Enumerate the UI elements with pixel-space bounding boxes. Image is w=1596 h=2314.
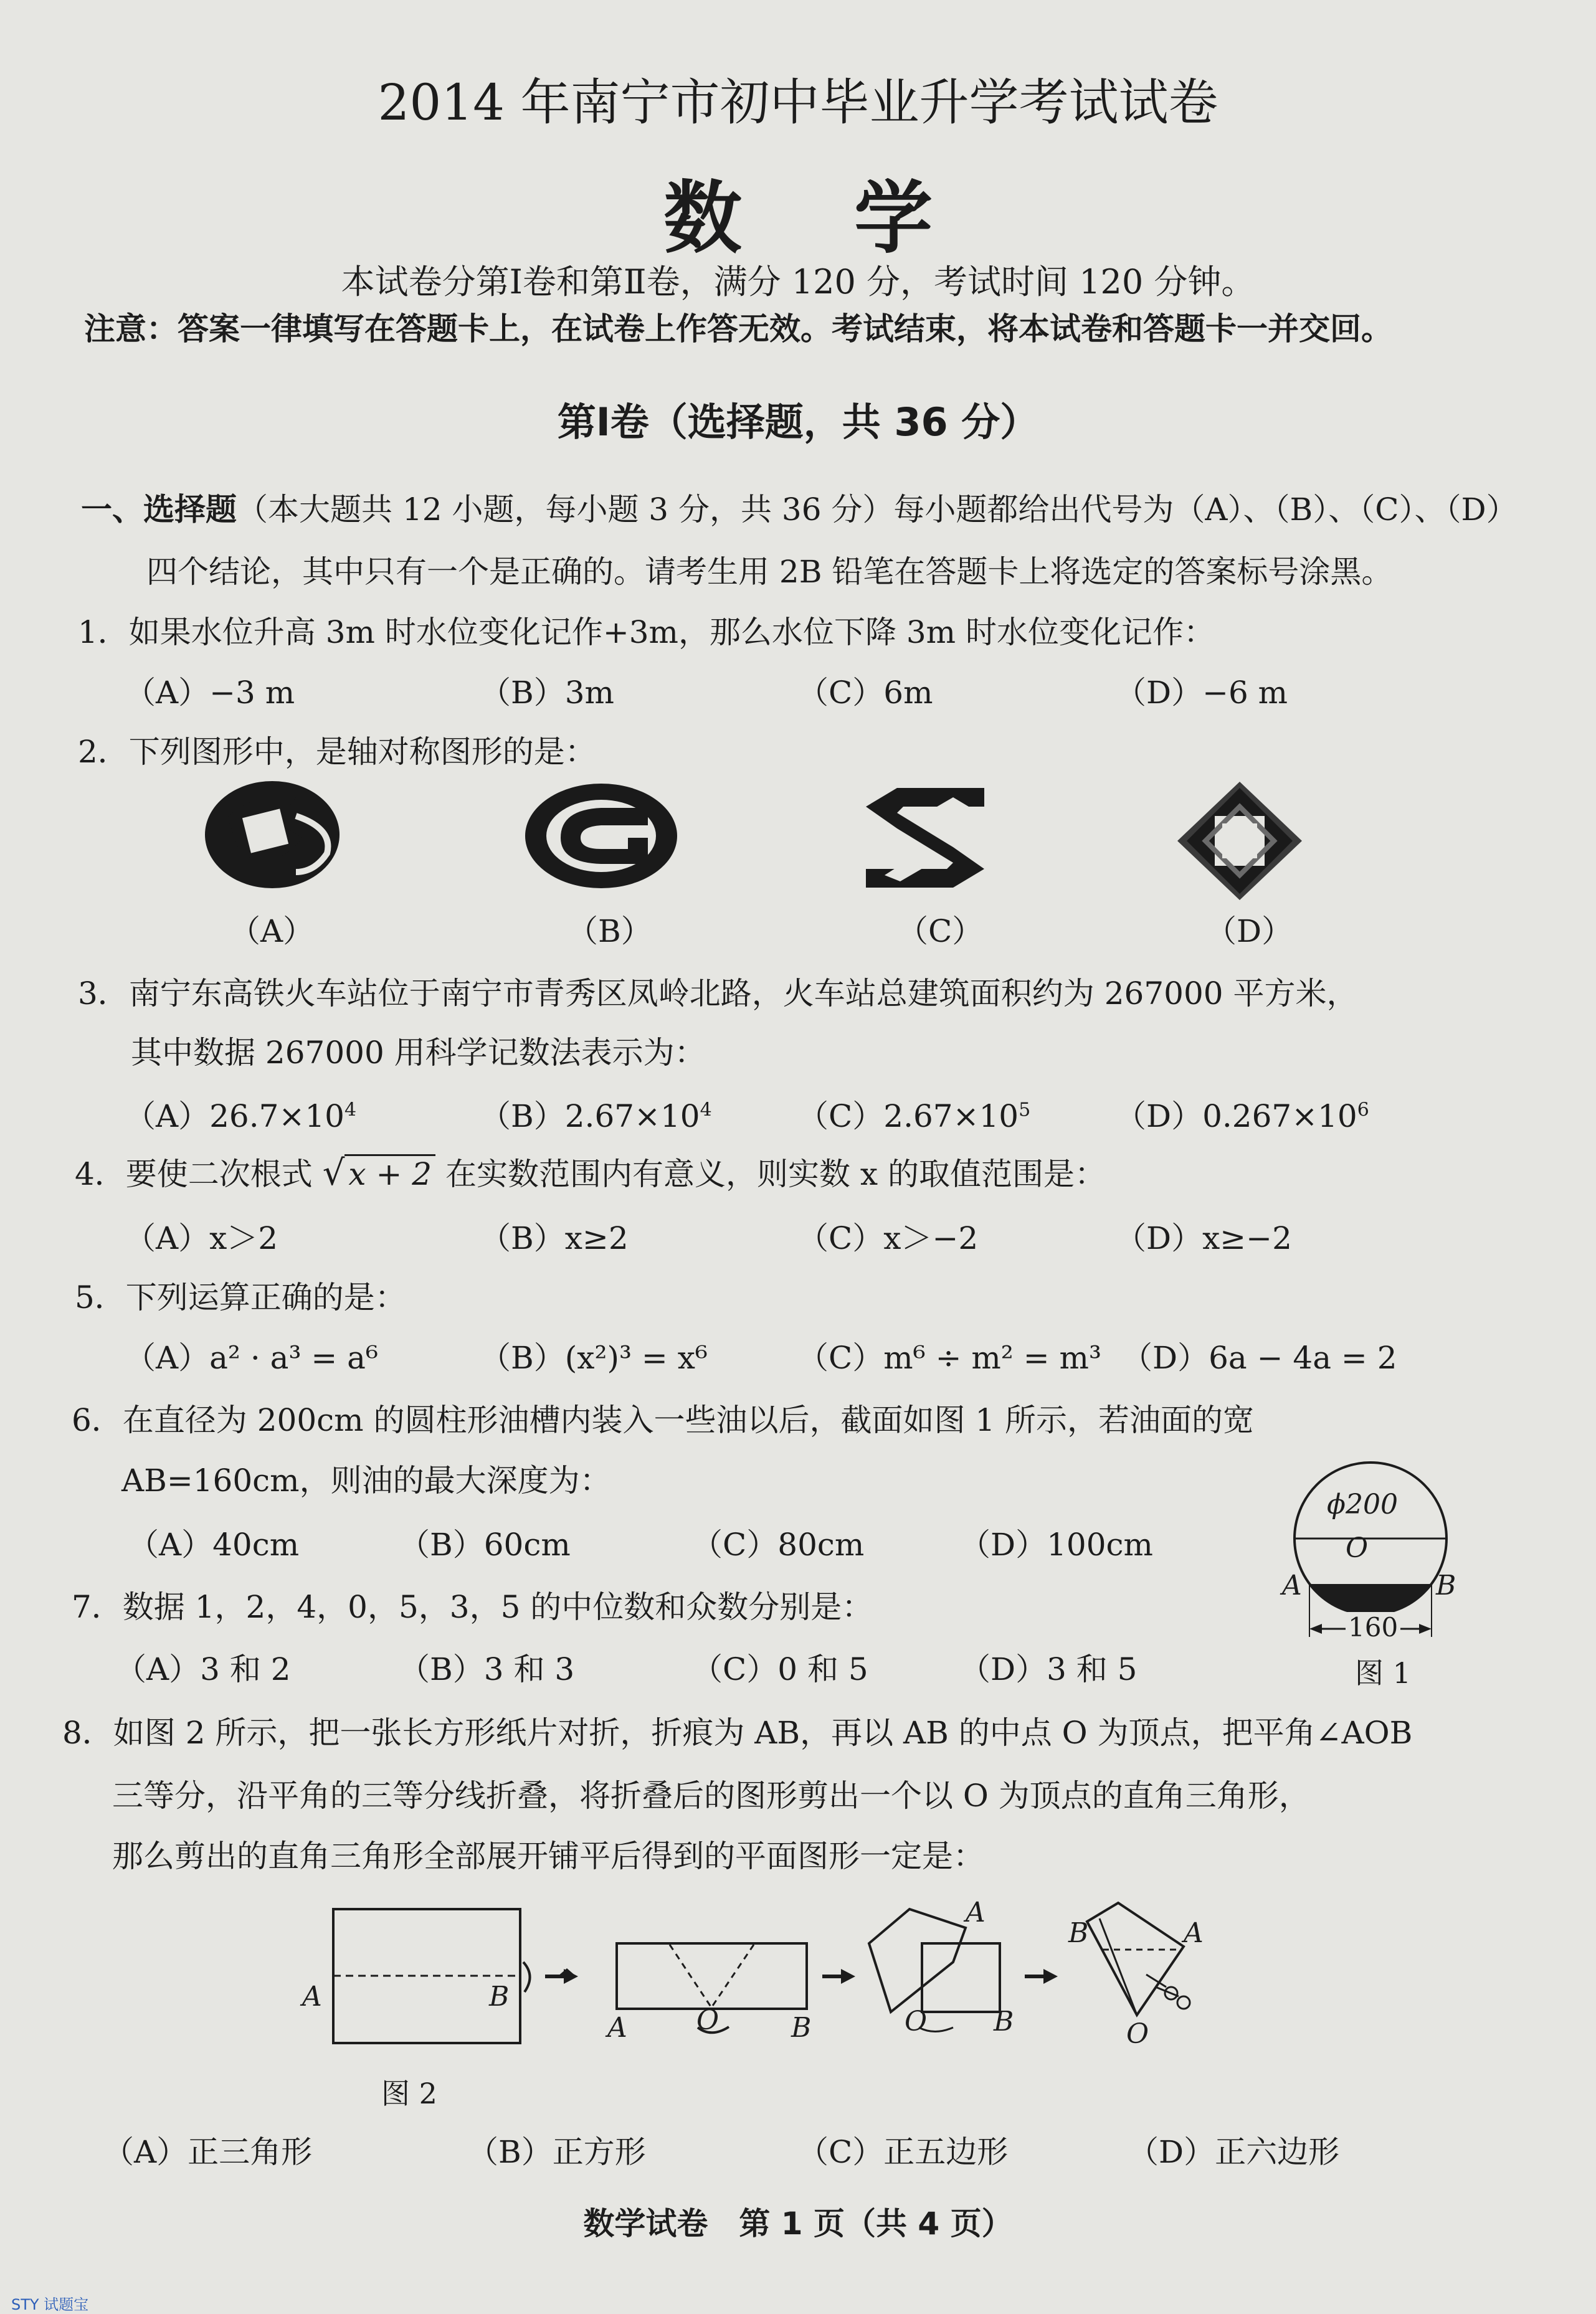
figure-1-point-a: A	[1282, 1570, 1302, 1601]
q3-option-c	[797, 1091, 1030, 1136]
q7-stem: 7．数据 1，2，4，0，5，3，5 的中位数和众数分别是：	[72, 1589, 873, 1625]
section-heading	[81, 485, 1518, 529]
q6-option-b: （B）60cm	[399, 1527, 571, 1563]
subject-title: 数学	[663, 172, 1045, 264]
logo-a-icon	[202, 779, 346, 891]
q7-option-a: （A）3 和 2	[115, 1651, 291, 1687]
figure-2-step2-a: A	[607, 2012, 627, 2044]
figure-1-point-b: B	[1436, 1570, 1456, 1601]
exam-title: 2014 年南宁市初中毕业升学考试试卷	[378, 73, 1218, 131]
q3-option-a-exp: 4	[344, 1099, 357, 1121]
sqrt-icon: √	[322, 1153, 345, 1193]
q7-option-c: （C）0 和 5	[691, 1651, 868, 1687]
q8-stem-1: 8．如图 2 所示，把一张长方形纸片对折，折痕为 AB，再以 AB 的中点 O 为顶点，把平角∠AOB	[62, 1715, 1413, 1751]
part-heading: 第Ⅰ卷（选择题，共 36 分）	[557, 399, 1039, 445]
exam-intro: 本试卷分第Ⅰ卷和第Ⅱ卷，满分 120 分，考试时间 120 分钟。	[341, 262, 1255, 301]
q3-stem-2: 其中数据 267000 用科学记数法表示为：	[131, 1035, 706, 1071]
q6-stem-2: AB=160cm，则油的最大深度为：	[121, 1463, 611, 1499]
q3-option-c-base: （C）2.67×10	[797, 1098, 1019, 1134]
q8-option-b: （B）正方形	[467, 2134, 646, 2170]
q6-option-a: （A）40cm	[128, 1527, 300, 1563]
q5-option-d: （D）6a − 4a = 2	[1121, 1340, 1397, 1376]
figure-2-step4-b: B	[1068, 1917, 1089, 1949]
q7-option-d: （D）3 和 5	[959, 1651, 1138, 1687]
logo-c-icon	[860, 788, 990, 888]
q6-stem-1: 6．在直径为 200cm 的圆柱形油槽内装入一些油以后，截面如图 1 所示，若油面的宽	[72, 1402, 1255, 1438]
q2-option-d: （D）	[1205, 913, 1293, 949]
section-label: 一、选择题	[81, 491, 237, 528]
q4-stem	[75, 1149, 1106, 1194]
page-footer: 数学试卷 第 1 页（共 4 页）	[583, 2206, 1013, 2242]
figure-2-step4-a: A	[1184, 1917, 1204, 1949]
figure-2-step3-b: B	[994, 2006, 1014, 2037]
q3-option-d-base: （D）0.267×10	[1115, 1098, 1357, 1134]
figure-2-step1-b: B	[489, 1981, 510, 2013]
q6-option-c: （C）80cm	[691, 1527, 865, 1563]
figure-1-caption: 图 1	[1355, 1656, 1411, 1690]
q4-stem-post: 在实数范围内有意义，则实数 x 的取值范围是：	[435, 1156, 1106, 1192]
figure-2-step1-a: A	[302, 1981, 322, 2013]
figure-2-step2-b: B	[791, 2012, 812, 2044]
q3-option-a-base: （A）26.7×10	[125, 1098, 344, 1134]
figure-2-step3-o: O	[905, 2006, 928, 2037]
section-text-1: （本大题共 12 小题，每小题 3 分，共 36 分）每小题都给出代号为（A）、（B）、（C）、（D）	[237, 491, 1518, 528]
q1-option-d: （D）−6 m	[1115, 675, 1288, 711]
figure-2-caption: 图 2	[381, 2077, 437, 2110]
q4-option-a: （A）x＞2	[125, 1220, 278, 1256]
q7-option-b: （B）3 和 3	[399, 1651, 575, 1687]
q4-option-d: （D）x≥−2	[1115, 1220, 1292, 1256]
figure-2-step2-o: O	[696, 2004, 720, 2036]
exam-notice: 注意：答案一律填写在答题卡上，在试卷上作答无效。考试结束，将本试卷和答题卡一并交回。	[84, 311, 1392, 347]
q2-option-a: （A）	[229, 913, 315, 949]
q3-option-c-exp: 5	[1019, 1099, 1031, 1121]
q3-option-a	[125, 1091, 356, 1136]
q5-option-c: （C）m⁶ ÷ m² = m³	[797, 1340, 1101, 1376]
figure-1-center: O	[1346, 1532, 1369, 1564]
figure-1-diameter: ϕ200	[1327, 1489, 1398, 1520]
q4-radicand: x + 2	[344, 1154, 435, 1192]
q8-option-a: （A）正三角形	[103, 2134, 313, 2170]
q6-option-d: （D）100cm	[959, 1527, 1153, 1563]
q1-option-a: （A）−3 m	[125, 675, 295, 711]
q8-option-d: （D）正六边形	[1128, 2134, 1340, 2170]
q4-option-b: （B）x≥2	[480, 1220, 629, 1256]
q8-stem-3: 那么剪出的直角三角形全部展开铺平后得到的平面图形一定是：	[112, 1838, 984, 1874]
q1-option-c: （C）6m	[797, 675, 933, 711]
q3-stem-1: 3．南宁东高铁火车站位于南宁市青秀区凤岭北路，火车站总建筑面积约为 267000 平方米，	[78, 975, 1358, 1012]
q3-option-b-exp: 4	[700, 1099, 712, 1121]
q3-option-b-base: （B）2.67×10	[480, 1098, 700, 1134]
figure-2-step3-a: A	[966, 1897, 986, 1928]
figure-2-step4-o: O	[1126, 2018, 1149, 2050]
q5-option-a: （A）a² · a³ = a⁶	[125, 1340, 379, 1376]
logo-d-icon	[1177, 782, 1302, 900]
q8-stem-2: 三等分，沿平角的三等分线折叠，将折叠后的图形剪出一个以 O 为顶点的直角三角形，	[112, 1778, 1310, 1814]
q5-option-b: （B）(x²)³ = x⁶	[480, 1340, 708, 1376]
section-text-2: 四个结论，其中只有一个是正确的。请考生用 2B 铅笔在答题卡上将选定的答案标号涂黑。	[146, 554, 1393, 590]
q1-stem: 1．如果水位升高 3m 时水位变化记作+3m，那么水位下降 3m 时水位变化记作：	[78, 614, 1215, 650]
q3-option-d	[1115, 1091, 1369, 1136]
q2-option-b: （B）	[567, 913, 652, 949]
logo-b-icon	[523, 782, 679, 891]
q4-option-c: （C）x＞−2	[797, 1220, 979, 1256]
q8-option-c: （C）正五边形	[797, 2134, 1009, 2170]
q4-stem-pre: 4．要使二次根式	[75, 1156, 323, 1192]
q2-stem: 2．下列图形中，是轴对称图形的是：	[78, 734, 596, 770]
q5-stem: 5．下列运算正确的是：	[75, 1279, 406, 1316]
watermark: STY 试题宝	[11, 2296, 89, 2313]
q1-option-b: （B）3m	[480, 675, 614, 711]
q2-option-c: （C）	[897, 913, 984, 949]
figure-1-width: 160	[1346, 1612, 1400, 1643]
q3-option-b	[480, 1091, 712, 1136]
q3-option-d-exp: 6	[1357, 1099, 1369, 1121]
